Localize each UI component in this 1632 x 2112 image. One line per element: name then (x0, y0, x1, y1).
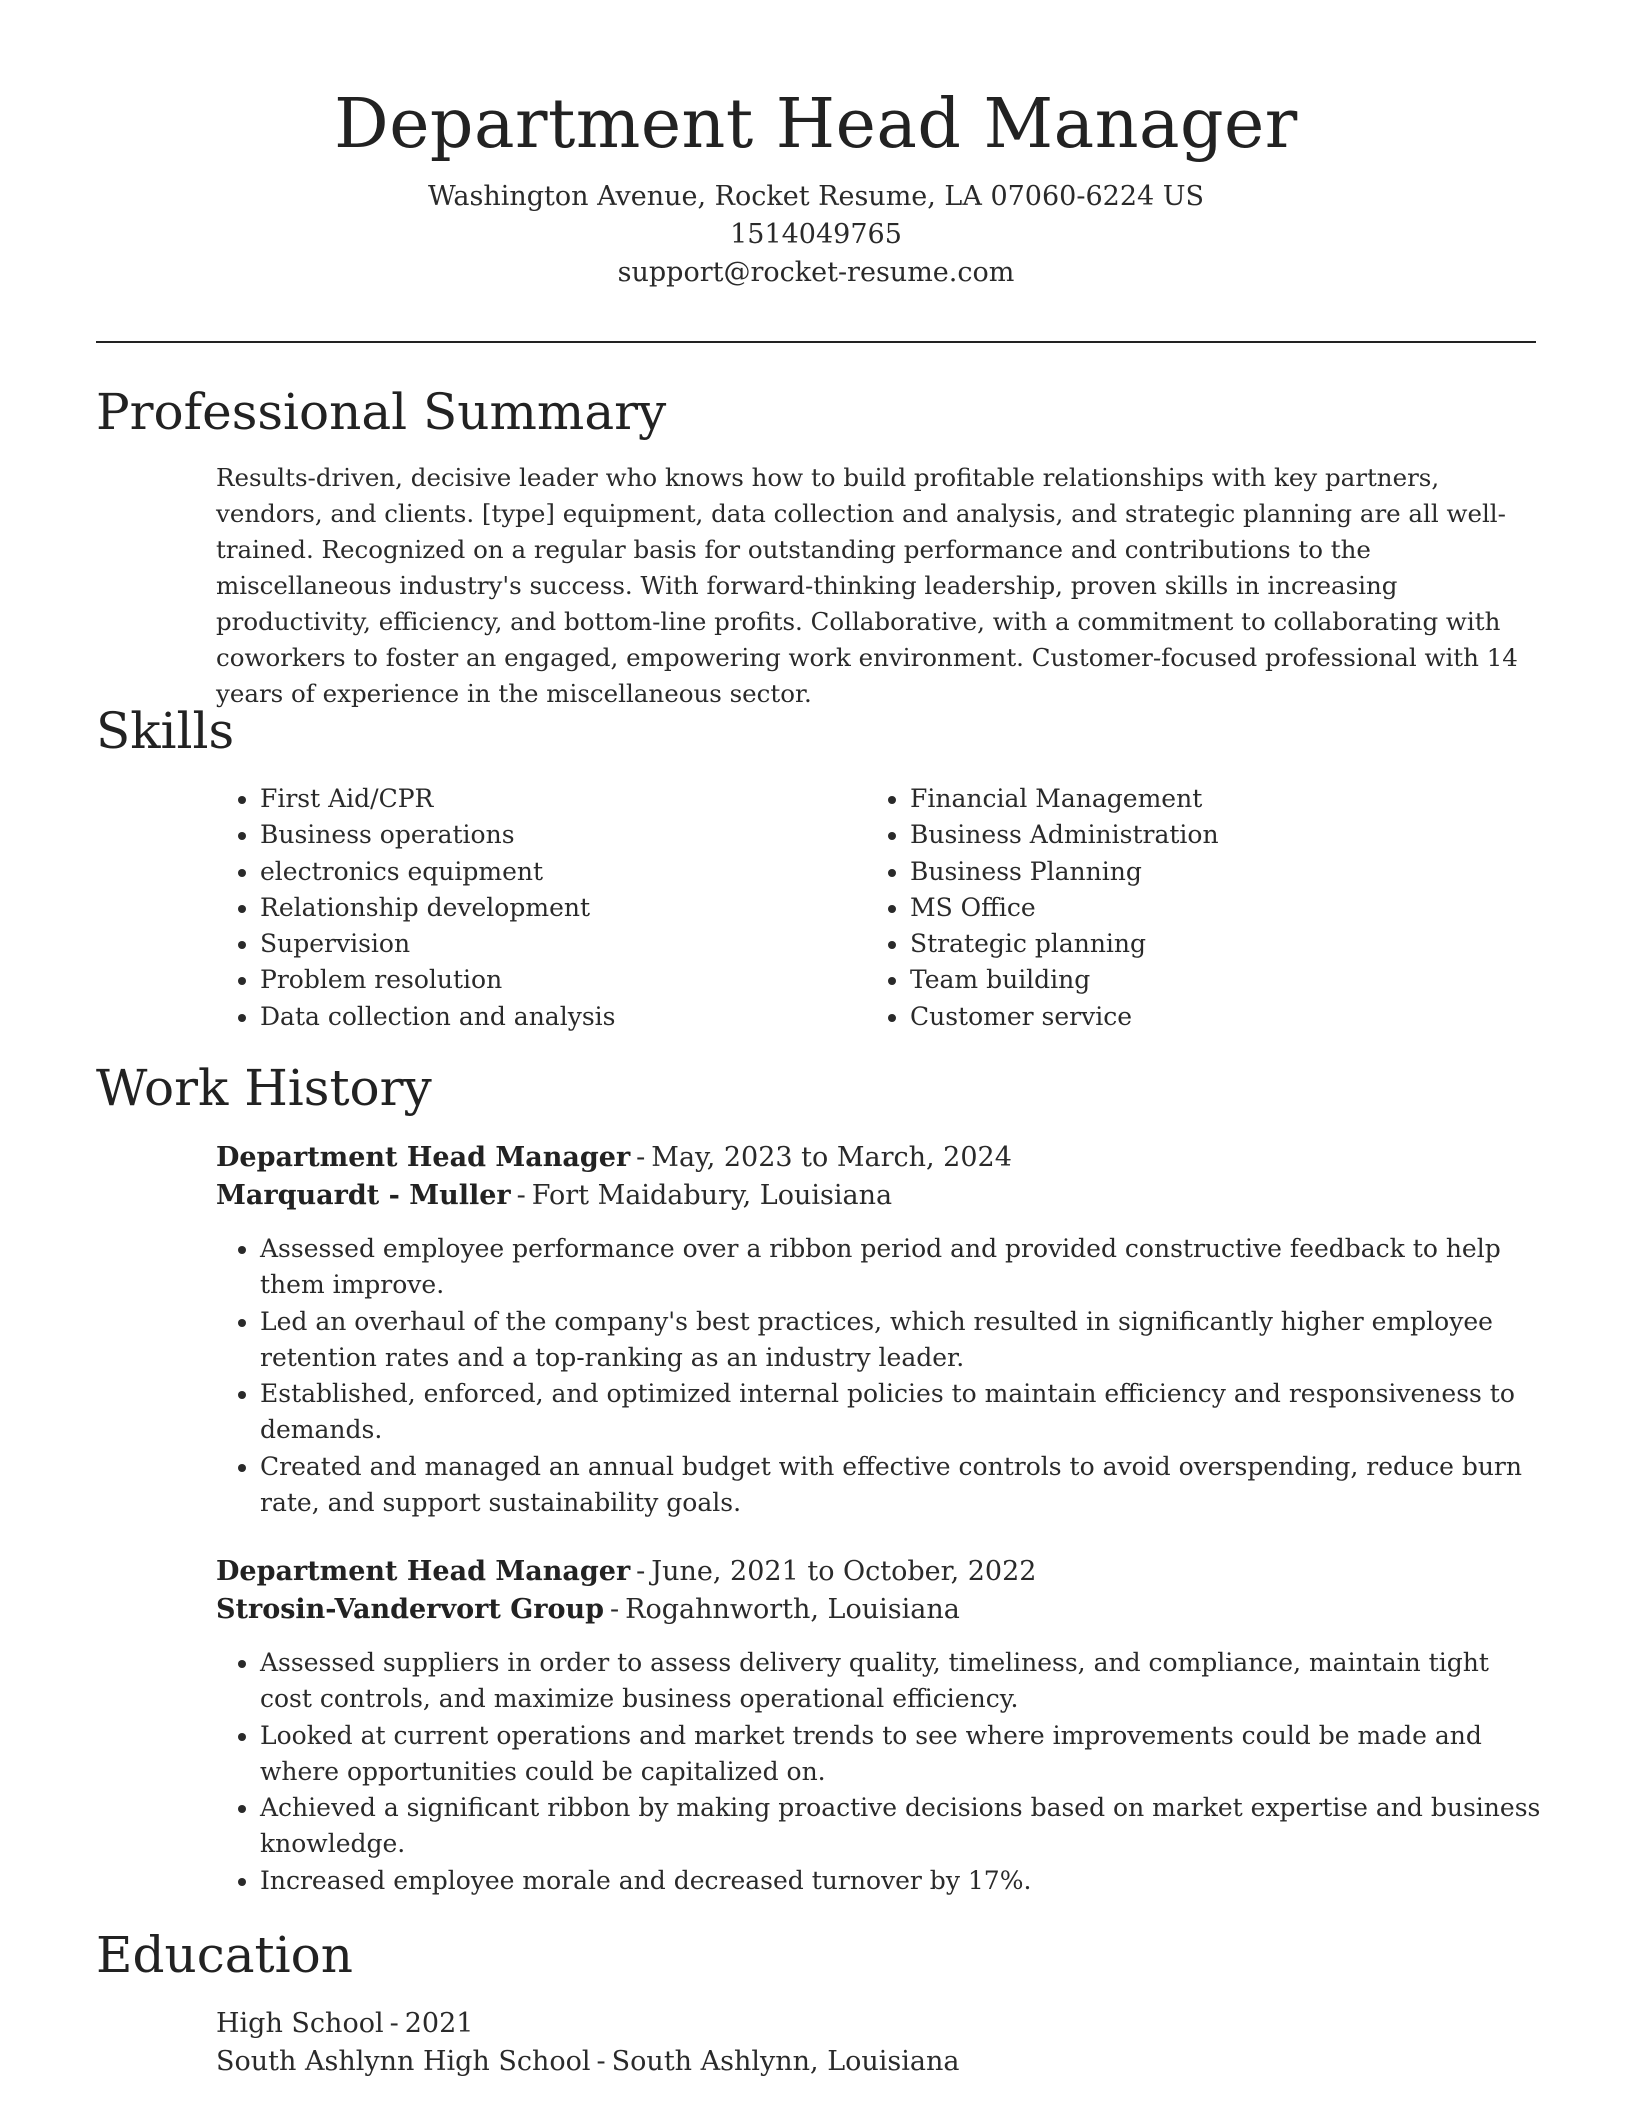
summary-heading: Professional Summary (96, 383, 667, 441)
job-bullet: • Led an overhaul of the company's best practices, which resulted in significantly higher employee retention rates and a top-ranking as an industry leader. (260, 1304, 1546, 1377)
job-location: Fort Maidabury, Louisiana (531, 1180, 893, 1211)
skill-item: • Business Administration (910, 817, 1466, 853)
skill-item: • Team building (910, 962, 1466, 998)
education-entry (216, 2005, 1546, 2081)
job-bullet: • Assessed employee performance over a ribbon period and provided constructive feedback to help them improve. (260, 1231, 1546, 1304)
job-bullet: • Created and managed an annual budget with effective controls to avoid overspending, reduce burn rate, and support sustainability goals. (260, 1449, 1546, 1522)
education-year: 2021 (404, 2008, 474, 2039)
education-school: South Ashlynn High School (216, 2046, 591, 2077)
candidate-name: Department Head Manager (334, 85, 1298, 164)
job-entry (216, 1139, 1546, 1215)
education-location: South Ashlynn, Louisiana (611, 2046, 960, 2077)
address: Washington Avenue, Rocket Resume, LA 07060-6224 US (427, 181, 1205, 212)
job-bullet: • Increased employee morale and decreased turnover by 17%. (260, 1863, 1546, 1899)
job-company: Strosin-Vandervort Group (216, 1594, 605, 1625)
phone: 1514049765 (730, 219, 902, 250)
skill-item: • Strategic planning (910, 926, 1466, 962)
skill-item: • Relationship development (260, 890, 816, 926)
skill-item: • Supervision (260, 926, 816, 962)
skill-item: • electronics equipment (260, 854, 816, 890)
skills-heading: Skills (96, 702, 235, 760)
email: support@rocket-resume.com (617, 257, 1015, 288)
job-location: Rogahnworth, Louisiana (625, 1594, 960, 1625)
skills-list-right (866, 781, 1466, 1035)
job-dates: June, 2021 to October, 2022 (651, 1556, 1037, 1587)
job-bullets (216, 1645, 1546, 1899)
education-degree-line: High School - 2021 (216, 2008, 474, 2039)
contact-block (0, 178, 1632, 292)
resume-header (0, 0, 1632, 292)
job-company-line: Strosin-Vandervort Group - Rogahnworth, Louisiana (216, 1594, 960, 1625)
skill-item: • Financial Management (910, 781, 1466, 817)
job-bullet: • Established, enforced, and optimized internal policies to maintain efficiency and responsiveness to demands. (260, 1376, 1546, 1449)
skill-item: • MS Office (910, 890, 1466, 926)
skill-item: • Business operations (260, 817, 816, 853)
job-role: Department Head Manager (216, 1556, 631, 1587)
skill-item: • Business Planning (910, 854, 1466, 890)
job-dates: May, 2023 to March, 2024 (651, 1142, 1012, 1173)
summary-text: Results-driven, decisive leader who knows how to build profitable relationships with key partners, vendors, and clients. [type] equipment, data collection and analysis, and strategic planning are all well-trained. Recognized on a regular basis for outstanding performance and contributions to the miscellaneous industry's success. With forward-thinking leadership, proven skills in increasing productivity, efficiency, and bottom-line profits. Collaborative, with a commitment to collaborating with coworkers to foster an engaged, empowering work environment. Customer-focused professional with 14 years of experience in the miscellaneous sector. (216, 463, 1518, 708)
header-divider (96, 341, 1536, 343)
job-entry (216, 1553, 1546, 1629)
job-role-line: Department Head Manager - June, 2021 to October, 2022 (216, 1556, 1037, 1587)
skill-item: • Problem resolution (260, 962, 816, 998)
skill-item: • First Aid/CPR (260, 781, 816, 817)
job-company: Marquardt - Muller (216, 1180, 511, 1211)
job-bullets (216, 1231, 1546, 1521)
education-degree: High School (216, 2008, 384, 2039)
skill-item: • Data collection and analysis (260, 999, 816, 1035)
skills-list-left (216, 781, 816, 1035)
education-school-line: South Ashlynn High School - South Ashlynn, Louisiana (216, 2046, 960, 2077)
job-role: Department Head Manager (216, 1142, 631, 1173)
education-heading: Education (96, 1926, 353, 1984)
job-bullet: • Looked at current operations and market trends to see where improvements could be made and where opportunities could be capitalized on. (260, 1718, 1546, 1791)
job-company-line: Marquardt - Muller - Fort Maidabury, Louisiana (216, 1180, 893, 1211)
job-role-line: Department Head Manager - May, 2023 to March, 2024 (216, 1142, 1012, 1173)
skill-item: • Customer service (910, 999, 1466, 1035)
work-history-heading: Work History (96, 1059, 432, 1117)
job-bullet: • Achieved a significant ribbon by making proactive decisions based on market expertise and business knowledge. (260, 1790, 1546, 1863)
job-bullet: • Assessed suppliers in order to assess delivery quality, timeliness, and compliance, maintain tight cost controls, and maximize business operational efficiency. (260, 1645, 1546, 1718)
